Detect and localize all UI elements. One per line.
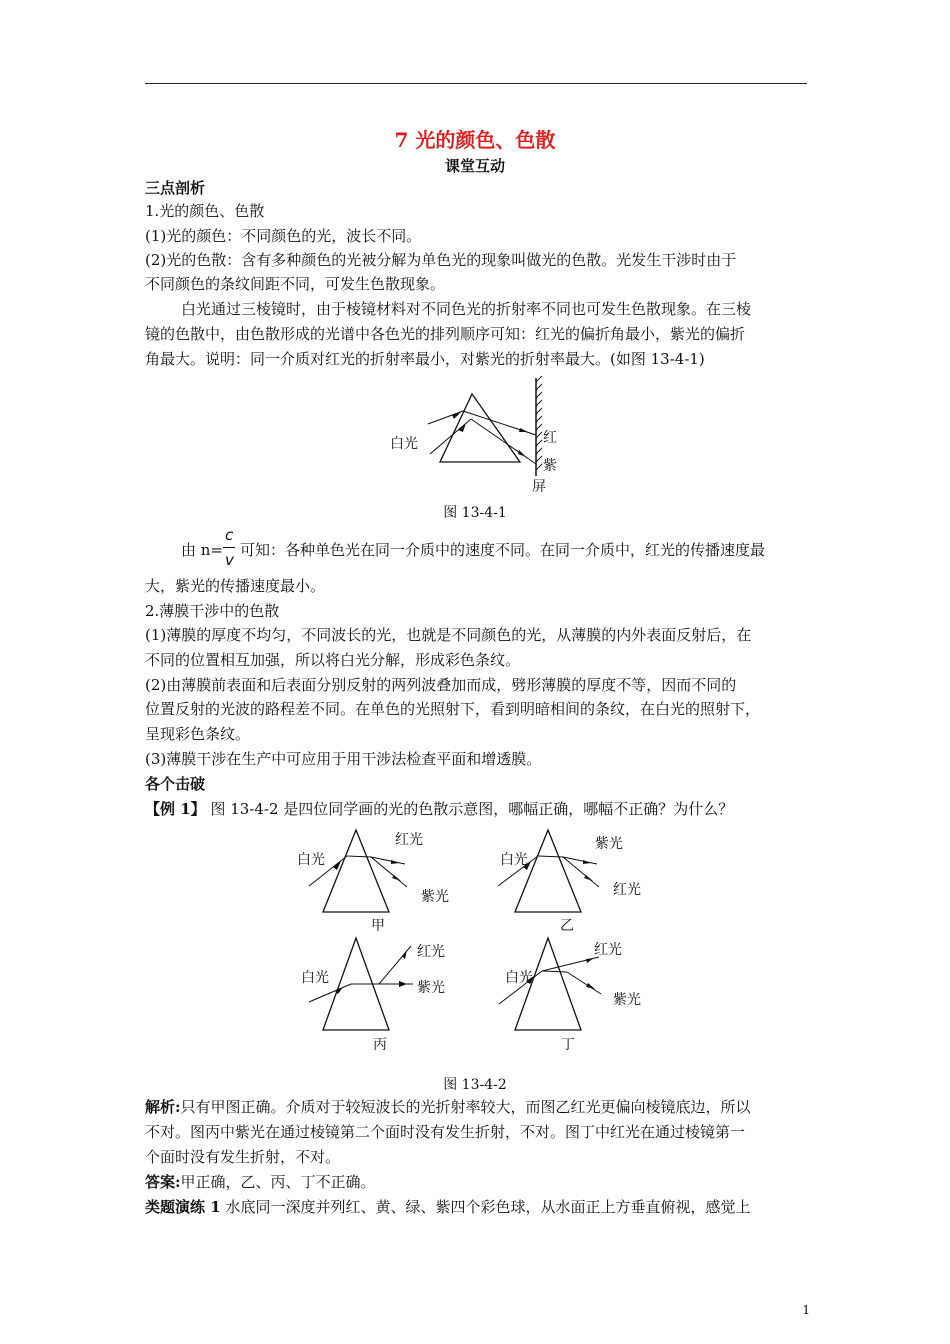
label-violet-light: 紫光 bbox=[421, 889, 449, 905]
label-violet-light: 紫光 bbox=[417, 980, 445, 996]
paragraph-line: 白光通过三棱镜时，由于棱镜材料对不同色光的折射率不同也可发生色散现象。在三棱 bbox=[181, 300, 752, 318]
label-red-light: 红光 bbox=[395, 832, 423, 848]
formula-prefix: 由 n= bbox=[181, 541, 223, 559]
label-white-light: 白光 bbox=[500, 852, 528, 868]
figure-caption: 图 13-4-2 bbox=[443, 1077, 507, 1093]
paragraph-line: (2)光的色散：含有多种颜色的光被分解为单色光的现象叫做光的色散。光发生干涉时由于 bbox=[145, 251, 737, 269]
label-diagram-d: 丁 bbox=[561, 1037, 575, 1053]
label-violet: 紫 bbox=[543, 458, 557, 474]
paragraph-line: 呈现彩色条纹。 bbox=[145, 725, 251, 743]
practice-text: 水底同一深度并列红、黄、绿、紫四个彩色球，从水面正上方垂直俯视，感觉上 bbox=[220, 1198, 751, 1216]
analysis-label: 解析: bbox=[145, 1098, 181, 1116]
paragraph-line: 不同颜色的条纹间距不同，可发生色散现象。 bbox=[145, 275, 446, 293]
paragraph-line: 个面时没有发生折射，不对。 bbox=[145, 1148, 341, 1166]
paragraph-line: (2)由薄膜前表面和后表面分别反射的两列波叠加而成，劈形薄膜的厚度不等，因而不同的 bbox=[145, 676, 737, 694]
fraction-bar bbox=[223, 547, 235, 548]
label-red-light: 红光 bbox=[594, 942, 622, 958]
label-red-light: 红光 bbox=[613, 882, 641, 898]
label-screen: 屏 bbox=[532, 479, 546, 495]
paragraph-line: 角最大。说明：同一介质对红光的折射率最小，对紫光的折射率最大。(如图 13-4-1) bbox=[145, 350, 705, 368]
paragraph-line: 位置反射的光波的路程差不同。在单色的光照射下，看到明暗相间的条纹，在白光的照射下， bbox=[145, 700, 761, 718]
label-red: 红 bbox=[543, 430, 557, 446]
paragraph-line: 可知：各种单色光在同一介质中的速度不同。在同一介质中，红光的传播速度最 bbox=[240, 541, 766, 559]
section-heading: 各个击破 bbox=[145, 775, 206, 793]
paragraph-line: 不同的位置相互加强，所以将白光分解，形成彩色条纹。 bbox=[145, 651, 521, 669]
paragraph-line: (3)薄膜干涉在生产中可应用于用干涉法检查平面和增透膜。 bbox=[145, 750, 542, 768]
figure-caption: 图 13-4-1 bbox=[443, 505, 507, 521]
header-rule bbox=[145, 83, 807, 84]
label-white-light: 白光 bbox=[301, 970, 329, 986]
paragraph-line: 大，紫光的传播速度最小。 bbox=[145, 577, 326, 595]
practice-label: 类题演练 1 bbox=[145, 1198, 221, 1216]
label-white-light: 白光 bbox=[297, 852, 325, 868]
label-violet-light: 紫光 bbox=[613, 992, 641, 1008]
page-title: 7 光的颜色、色散 bbox=[394, 128, 556, 152]
formula-numerator: c bbox=[225, 526, 234, 544]
label-white-light: 白光 bbox=[390, 436, 418, 452]
page-number: 1 bbox=[802, 1303, 810, 1317]
example-text: 图 13-4-2 是四位同学画的光的色散示意图，哪幅正确，哪幅不正确？为什么？ bbox=[205, 800, 734, 818]
example-label: 【例 1】 bbox=[145, 800, 206, 818]
label-red-light: 红光 bbox=[417, 944, 445, 960]
figure-prism-dispersion bbox=[370, 372, 580, 497]
figure-four-dispersion-diagrams bbox=[295, 826, 655, 1066]
list-item: 1.光的颜色、色散 bbox=[145, 202, 265, 220]
paragraph-line: (1)薄膜的厚度不均匀，不同波长的光，也就是不同颜色的光，从薄膜的内外表面反射后，在 bbox=[145, 626, 752, 644]
paragraph-line: 镜的色散中，由色散形成的光谱中各色光的排列顺序可知：红光的偏折角最小，紫光的偏折 bbox=[145, 325, 746, 343]
page-subtitle: 课堂互动 bbox=[444, 157, 505, 175]
answer-text: 甲正确，乙、丙、丁不正确。 bbox=[180, 1173, 376, 1191]
formula-denominator: v bbox=[225, 551, 234, 569]
label-diagram-a: 甲 bbox=[371, 918, 385, 934]
list-item: (1)光的颜色：不同颜色的光，波长不同。 bbox=[145, 227, 422, 245]
paragraph-line: 不对。图丙中紫光在通过棱镜第二个面时没有发生折射，不对。图丁中红光在通过棱镜第一 bbox=[145, 1123, 746, 1141]
label-diagram-b: 乙 bbox=[560, 918, 574, 934]
label-violet-light: 紫光 bbox=[595, 836, 623, 852]
label-diagram-c: 丙 bbox=[373, 1037, 387, 1053]
analysis-text: 只有甲图正确。介质对于较短波长的光折射率较大，而图乙红光更偏向棱镜底边，所以 bbox=[180, 1098, 751, 1116]
list-item: 2.薄膜干涉中的色散 bbox=[145, 602, 280, 620]
section-heading: 三点剖析 bbox=[145, 179, 206, 197]
answer-label: 答案: bbox=[145, 1173, 181, 1191]
label-white-light: 白光 bbox=[505, 970, 533, 986]
